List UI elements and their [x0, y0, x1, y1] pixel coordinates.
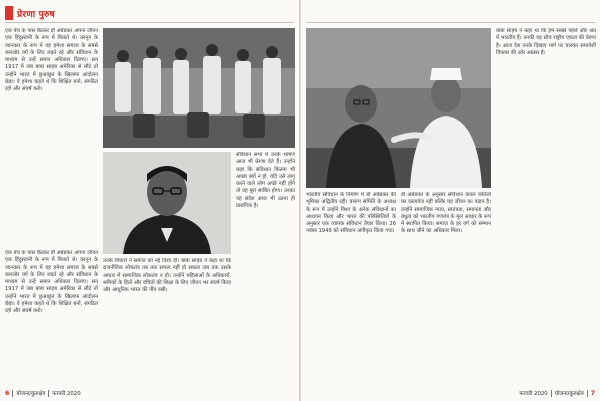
- right-footer: [519, 388, 595, 398]
- column-text: बाबा साहब ने कहा था कि हम सबसे पहले और अंत में भारतीय हैं। उनकी यह सोच राष्ट्रीय एकता की प्रेरणा है। आज देश उनके दिखाए मार्ग पर चलकर समावेशी विकास की ओर अग्रसर है।: [496, 28, 596, 56]
- group-photo: [103, 28, 295, 148]
- issue-date: फरवरी 2020: [519, 391, 548, 397]
- page-number: 6: [5, 389, 10, 397]
- footer-divider: [48, 390, 49, 397]
- footer-divider: [551, 390, 552, 397]
- magazine-name: योजना/कुरुक्षेत्र: [554, 391, 584, 397]
- right-page: [300, 0, 600, 401]
- section-title: प्रेरणा पुरुष: [17, 9, 55, 20]
- column-text: संविधान सभा में उनके भाषण आज भी प्रेरणा देते हैं। उन्होंने कहा कि संविधान कितना भी अच्छा क्यों न हो, यदि उसे लागू करने वाले लोग अच्छे नहीं होंगे तो वह बुरा साबित होगा। उनका यह संदेश आज भी उतना ही प्रासंगिक है।: [236, 152, 295, 210]
- issue-date: फरवरी 2020: [52, 391, 81, 397]
- ceremony-photo: [306, 28, 491, 188]
- text-column-2: [103, 258, 231, 384]
- footer-divider: [587, 390, 588, 397]
- portrait-photo: [103, 152, 231, 254]
- text-column-1: [306, 192, 396, 384]
- text-column-1b: [5, 250, 98, 384]
- section-header: [5, 4, 55, 22]
- page-number: 7: [590, 389, 595, 397]
- text-column-3: [236, 152, 295, 384]
- magazine-name: योजना/कुरुक्षेत्र: [16, 391, 46, 397]
- column-text: भारतीय संविधान के निर्माण में डॉ अंबेडकर की भूमिका अद्वितीय रही। प्रारूप समिति के अध्यक्ष के रूप में उन्होंने विश्व के अनेक संविधानों का अध्ययन किया और भारत की परिस्थितियों के अनुसार एक व्यापक संविधान तैयार किया। 26 नवंबर 1949 को संविधान अंगीकृत किया गया।: [306, 192, 396, 235]
- column-text: डॉ अंबेडकर के अनुसार संविधान केवल वकीलों का दस्तावेज नहीं बल्कि यह जीवन का वाहन है। उन्होंने सामाजिक न्याय, स्वतंत्रता, समानता और बंधुत्व को भारतीय गणतंत्र के मूल आधार के रूप में स्थापित किया। समाज के हर वर्ग को सम्मान के साथ जीने का अधिकार मिला।: [401, 192, 491, 235]
- left-footer: [5, 388, 81, 398]
- text-column-3: [496, 28, 596, 384]
- header-rule: [306, 22, 595, 23]
- header-rule: [5, 22, 294, 23]
- footer-divider: [12, 390, 13, 397]
- column-text: एक बेंच के पास बैठकर डॉ अंबेडकर अपना जीवन एक हिंदुस्तानी के रूप में बिताते थे। कानून के जानकार के रूप में वह हमेशा समाज के सबसे कमजोर वर्ग के लिए लड़ते रहे और संविधान के माध्यम से उन्हें समान अधिकार दिलाए। सन् 1917 में जब बाबा साहब अमेरिका से लौटे तो उन्होंने भारत में छुआछूत के खिलाफ आंदोलन छेड़ा। वे हमेशा कहते थे कि शिक्षित बनो, संगठित रहो और संघर्ष करो।: [5, 250, 98, 315]
- text-column-1: [5, 28, 98, 248]
- section-flag-icon: [5, 6, 13, 20]
- text-column-2: [401, 192, 491, 384]
- column-text: उनके विचारों ने समाज को नई दिशा दी। बाबा साहब ने कहा था कि राजनीतिक लोकतंत्र तब तक सफल नहीं हो सकता जब तक उसके आधार में सामाजिक लोकतंत्र न हो। उन्होंने महिलाओं के अधिकारों, श्रमिकों के हितों और वंचितों की शिक्षा के लिए जीवन भर संघर्ष किया और आधुनिक भारत की नींव रखी।: [103, 258, 231, 294]
- column-text: एक बेंच के पास बैठकर डॉ अंबेडकर अपना जीवन एक हिंदुस्तानी के रूप में बिताते थे। कानून के जानकार के रूप में वह हमेशा समाज के सबसे कमजोर वर्ग के लिए लड़ते रहे और संविधान के माध्यम से उन्हें समान अधिकार दिलाए। सन् 1917 में जब बाबा साहब अमेरिका से लौटे तो उन्होंने भारत में छुआछूत के खिलाफ आंदोलन छेड़ा। वे हमेशा कहते थे कि शिक्षित बनो, संगठित रहो और संघर्ष करो।: [5, 28, 98, 93]
